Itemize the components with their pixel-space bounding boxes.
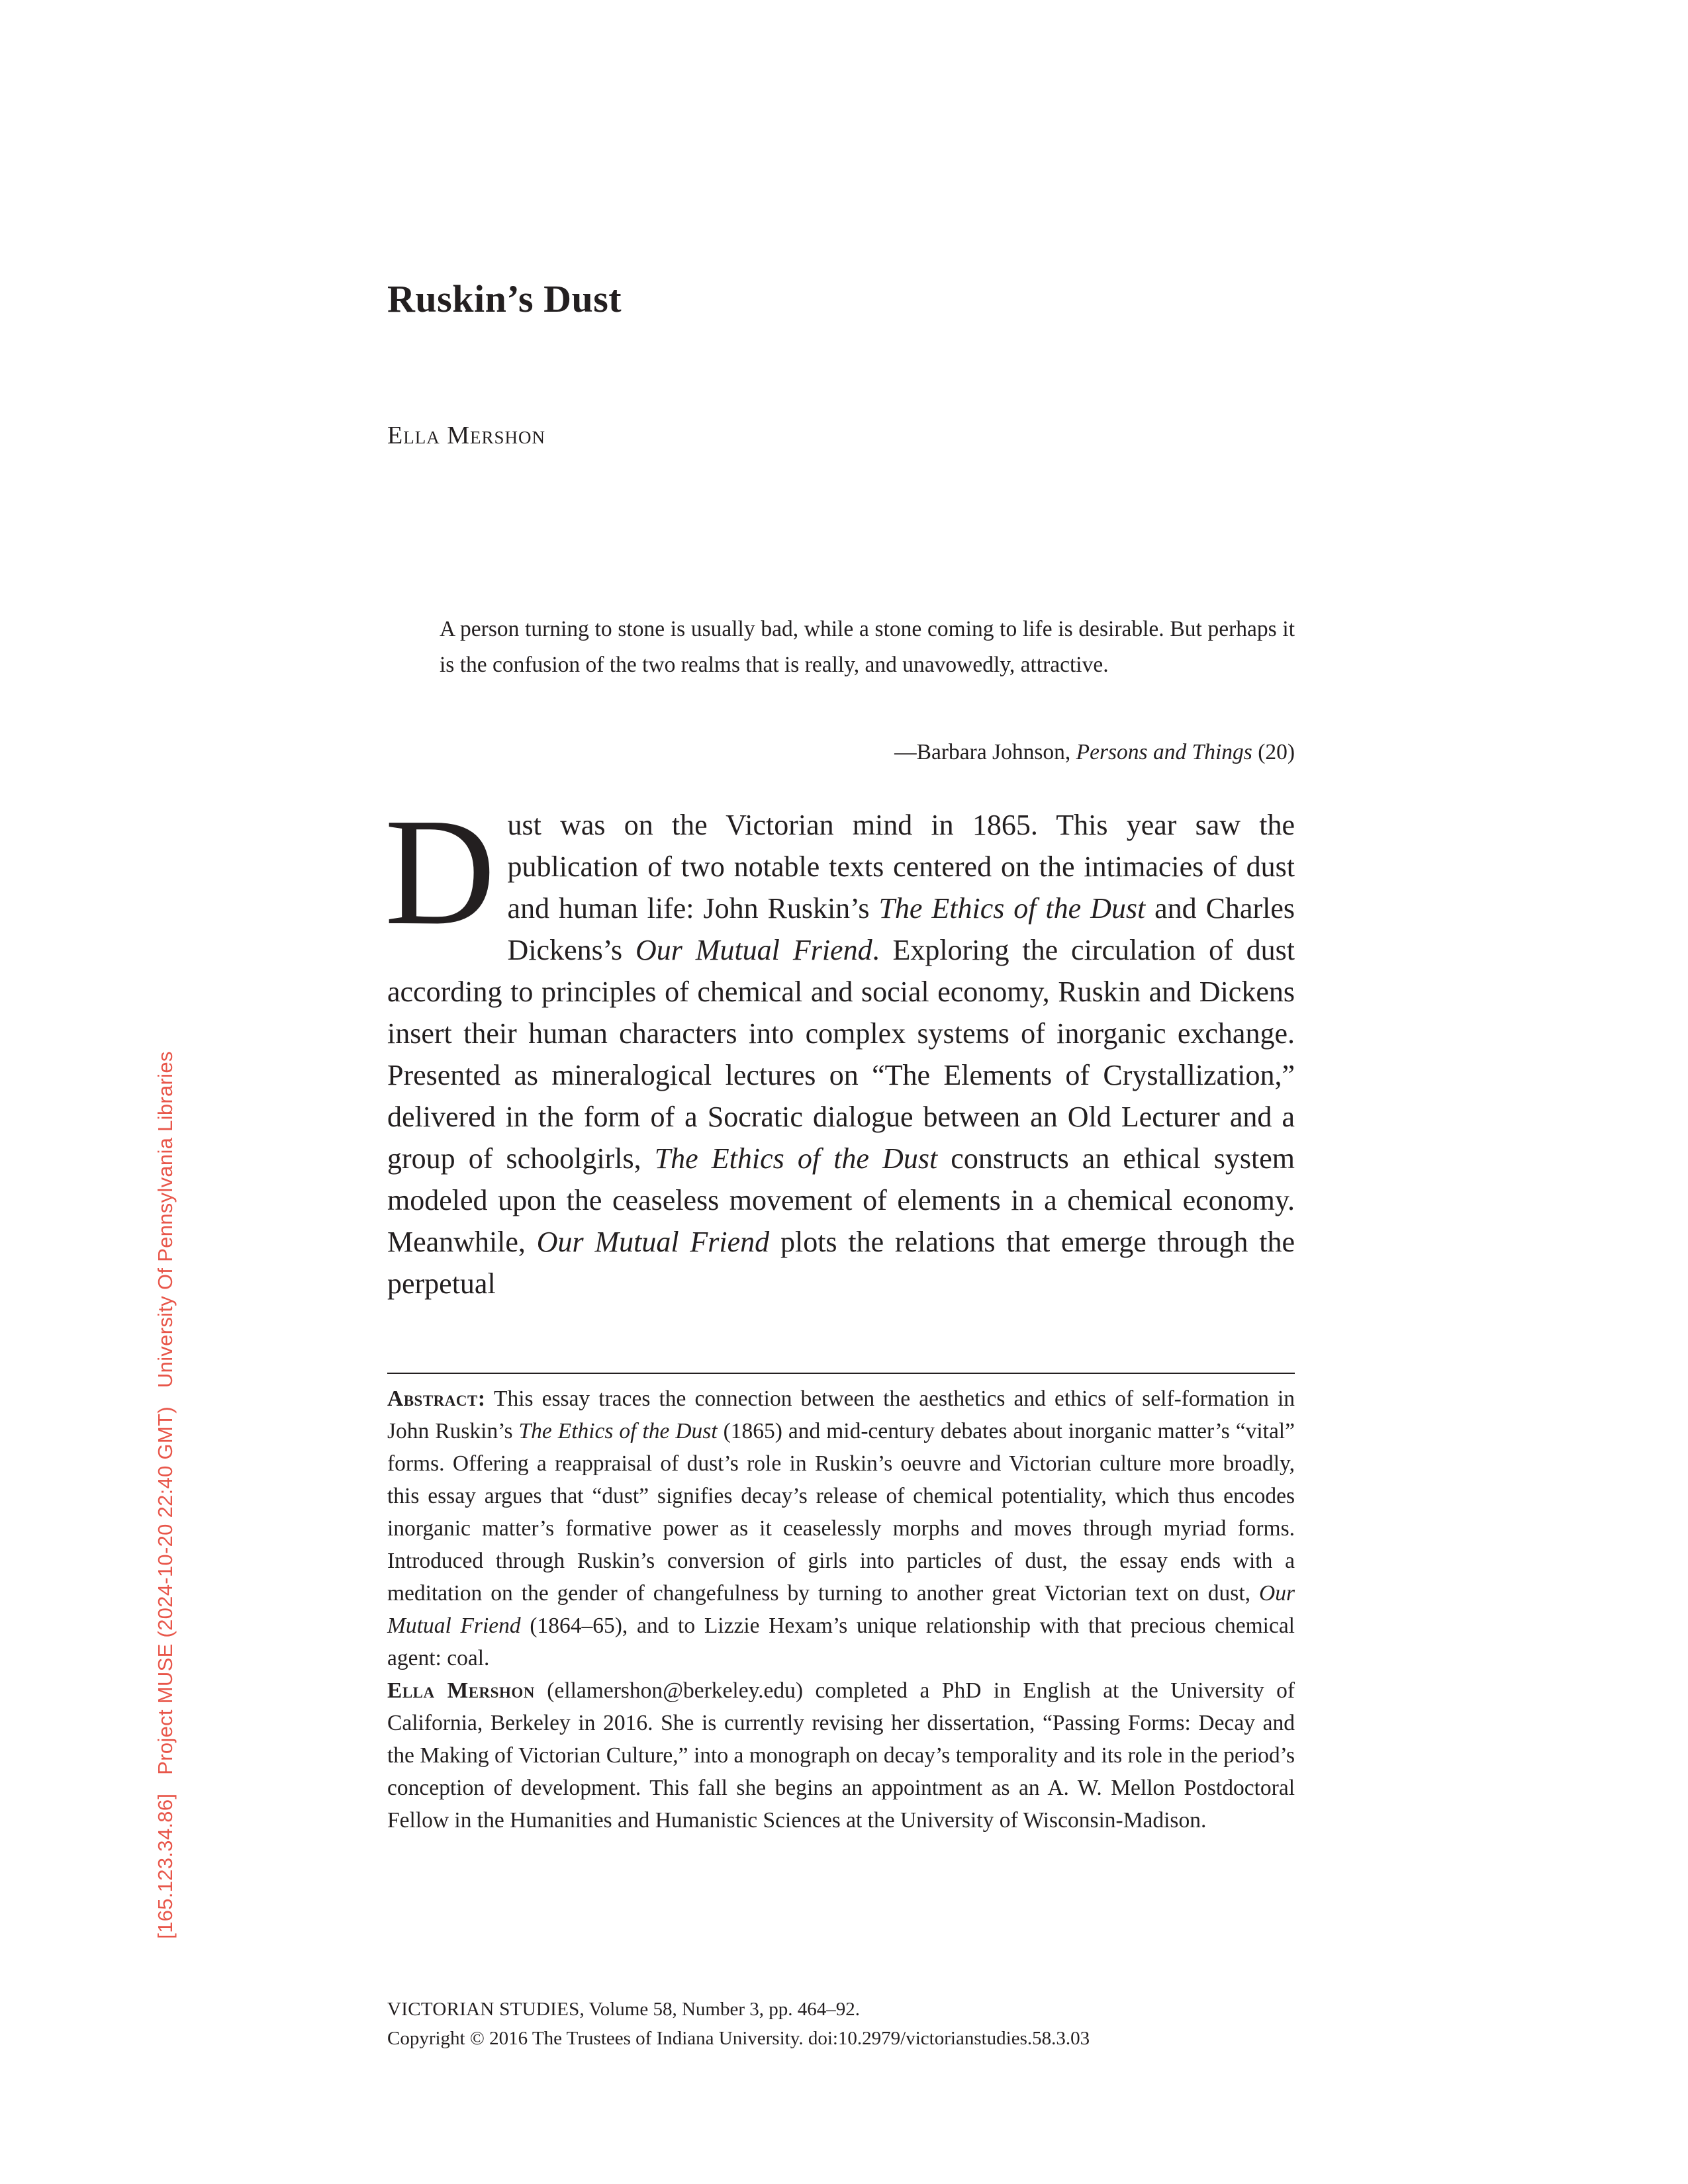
watermark-ip: [165.123.34.86]	[154, 1793, 177, 1939]
footnote-divider	[387, 1373, 1295, 1374]
body-text-5: plots the relations that emerge through the perpetual	[387, 1226, 1295, 1300]
abstract-text-2: (1865) and mid-century debates about inorganic matter’s “vital” forms. Offering a reappraisal of dust’s role in Ruskin’s oeuvre and Victorian culture more broadly, this essay argues that “dust” signifies decay’s release of chemical potentiality, which thus encodes inorganic matter’s formative power as it ceaselessly morphs and moves through myriad forms. Introduced through Ruskin’s conversion of girls into particles of dust, the essay ends with a meditation on the gender of changefulness by turning to another great Victorian text on dust,	[387, 1419, 1295, 1606]
body-text-4: constructs an ethical system modeled upon the ceaseless movement of elements in a chemical economy. Meanwhile,	[387, 1142, 1295, 1258]
abstract-label: Abstract:	[387, 1387, 486, 1411]
body-text-3: . Exploring the circulation of dust according to principles of chemical and social economy, Ruskin and Dickens insert their human characters into complex systems of inorganic exchange. Presented as mineralogical lectures on “The Elements of Crystallization,” delivered in the form of a Socratic dialogue between an Old Lecturer and a group of schoolgirls,	[387, 934, 1295, 1175]
copyright-line: Copyright © 2016 The Trustees of Indiana University. doi:10.2979/victorianstudies.58.3.03	[387, 2028, 1090, 2049]
journal-citation	[387, 1995, 1090, 2024]
access-watermark	[154, 1032, 177, 1938]
abstract-block	[387, 1383, 1295, 1837]
abstract-title-1: The Ethics of the Dust	[518, 1419, 718, 1443]
attribution-work: Persons and Things	[1076, 740, 1252, 764]
attribution-suffix: (20)	[1252, 740, 1295, 764]
bio-name: Ella Mershon	[387, 1678, 535, 1703]
journal-volume: , Volume 58, Number 3, pp. 464–92.	[579, 1999, 860, 2020]
author-bio	[387, 1674, 1295, 1837]
epigraph-attribution	[894, 740, 1295, 765]
body-paragraph	[385, 787, 1295, 1304]
abstract-title-2: Our Mutual Friend	[387, 1581, 1295, 1638]
abstract-text-3: (1864–65), and to Lizzie Hexam’s unique relationship with that precious chemical agent: coal.	[387, 1614, 1295, 1670]
watermark-source: Project MUSE (2024-10-20 22:40 GMT)	[154, 1406, 177, 1775]
epigraph-text: A person turning to stone is usually bad, while a stone coming to life is desirable. But perhaps it is the confusion of the two realms that is really, and unavowedly, attractive.	[440, 617, 1295, 677]
article-title: Ruskin’s Dust	[387, 277, 622, 320]
journal-name: VICTORIAN STUDIES	[387, 1999, 580, 2020]
abstract-text-1: This essay traces the connection between the aesthetics and ethics of self-formation in John Ruskin’s	[387, 1387, 1295, 1443]
drop-cap: D	[385, 787, 496, 957]
body-text-2: and Charles Dickens’s	[507, 892, 1295, 966]
body-title-1: The Ethics of the Dust	[878, 892, 1146, 925]
article-author: Ella Mershon	[387, 422, 545, 449]
attribution-prefix: —Barbara Johnson,	[894, 740, 1076, 764]
body-text-1: ust was on the Victorian mind in 1865. This year saw the publication of two notable texts centered on the intimacies of dust and human life: John Ruskin’s	[507, 809, 1295, 925]
body-title-3: The Ethics of the Dust	[654, 1142, 938, 1175]
bio-text: (ellamershon@berkeley.edu) completed a PhD in English at the University of California, Berkeley in 2016. She is currently revising her dissertation, “Passing Forms: Decay and the Making of Victorian Culture,” into a monograph on decay’s temporality and its role in the period’s conception of development. This fall she begins an appointment as an A. W. Mellon Postdoctoral Fellow in the Humanities and Humanistic Sciences at the University of Wisconsin-Madison.	[387, 1678, 1295, 1833]
body-title-2: Our Mutual Friend	[635, 934, 872, 966]
watermark-institution: University Of Pennsylvania Libraries	[154, 1051, 177, 1388]
abstract-paragraph	[387, 1383, 1295, 1674]
journal-footer	[387, 1995, 1090, 2053]
body-title-4: Our Mutual Friend	[536, 1226, 770, 1258]
